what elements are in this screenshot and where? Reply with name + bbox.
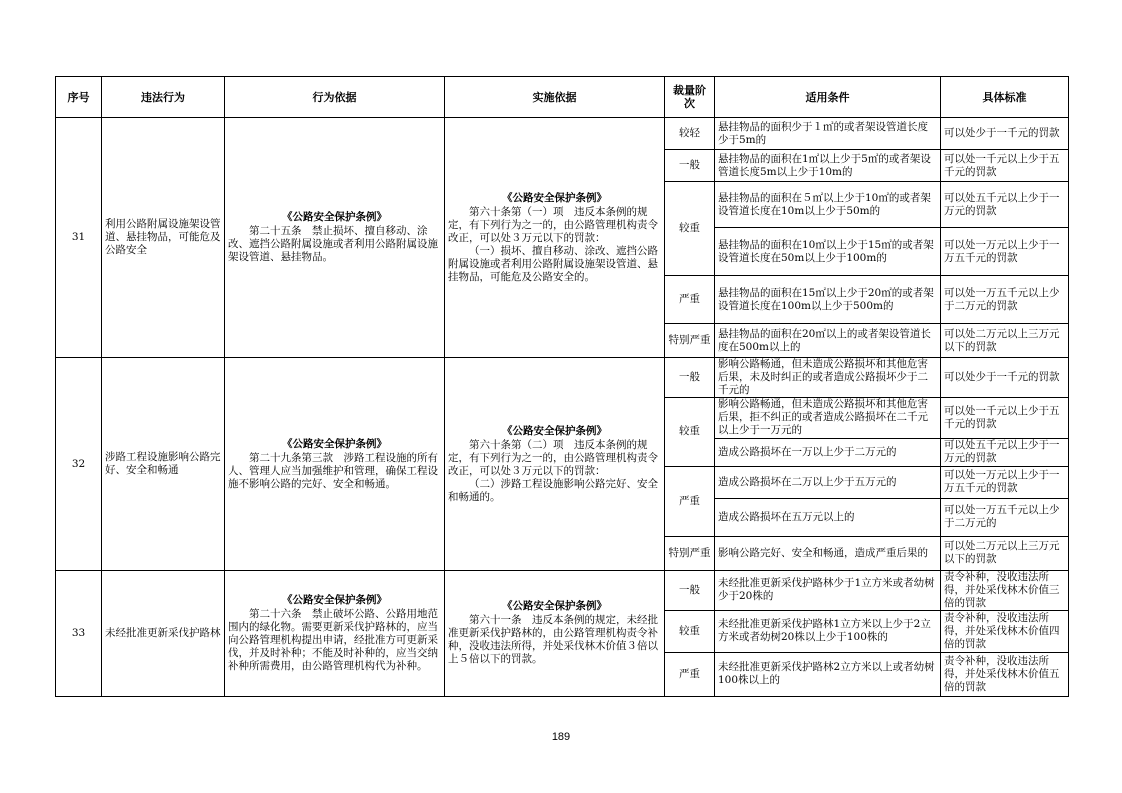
condition-cell: 悬挂物品的面积在1㎡以上少于5㎡的或者架设管道长度5m以上少于10m的: [715, 150, 941, 182]
header-applicable-condition: 适用条件: [715, 77, 941, 118]
header-implementation-basis: 实施依据: [445, 77, 665, 118]
law-title: 《公路安全保护条例》: [282, 211, 387, 224]
act-basis-cell: [225, 570, 445, 696]
law-title: 《公路安全保护条例》: [502, 424, 607, 437]
table-row: [56, 570, 1069, 610]
grade-cell: 严重: [665, 466, 715, 536]
standard-cell: 可以处一万元以上少于一万五千元的罚款: [941, 466, 1069, 498]
condition-cell: 影响公路完好、安全和畅通，造成严重后果的: [715, 536, 941, 570]
condition-cell: 悬挂物品的面积在５㎡以上少于10㎡的或者架设管道长度在10m以上少于50m的: [715, 182, 941, 228]
grade-cell: 一般: [665, 358, 715, 398]
standard-cell: 可以处一万五千元以上少于二万元的罚款: [941, 276, 1069, 324]
law-article: （二）涉路工程设施影响公路完好、安全和畅通的。: [448, 477, 658, 503]
condition-cell: 未经批准更新采伐护路林1立方米以上少于2立方米或者幼树20株以上少于100株的: [715, 610, 941, 652]
implementation-basis-cell: [445, 118, 665, 358]
condition-cell: 影响公路畅通，但未造成公路损坏和其他危害后果，未及时纠正的或者造成公路损坏少于二千元的: [715, 358, 941, 398]
grade-cell: 较轻: [665, 118, 715, 150]
violation-cell: 未经批准更新采伐护路林: [102, 570, 225, 696]
standard-cell: 可以处少于一千元的罚款: [941, 358, 1069, 398]
page-number: 189: [551, 731, 571, 743]
implementation-basis-cell: [445, 358, 665, 570]
standard-cell: 可以处一万元以上少于一万五千元的罚款: [941, 228, 1069, 276]
penalty-discretion-table: [55, 76, 1069, 697]
condition-cell: 未经批准更新采伐护路林2立方米以上或者幼树100株以上的: [715, 652, 941, 696]
implementation-basis-cell: [445, 570, 665, 696]
standard-cell: 责令补种，没收违法所得，并处采伐林木价值四倍的罚款: [941, 610, 1069, 652]
table-row: [56, 118, 1069, 150]
grade-cell: 较重: [665, 182, 715, 276]
law-article: 第二十九条第三款 涉路工程设施的所有人、管理人应当加强维护和管理，确保工程设施不影响公路的完好、安全和畅通。: [228, 451, 438, 490]
standard-cell: 可以处二万元以上三万元以下的罚款: [941, 536, 1069, 570]
violation-cell: 涉路工程设施影响公路完好、安全和畅通: [102, 358, 225, 570]
grade-cell: 一般: [665, 150, 715, 182]
standard-cell: 责令补种，没收违法所得，并处采伐林木价值三倍的罚款: [941, 570, 1069, 610]
header-discretion-grade: 裁量阶次: [665, 77, 715, 118]
standard-cell: 可以处五千元以上少于一万元的罚款: [941, 438, 1069, 466]
law-title: 《公路安全保护条例》: [282, 593, 387, 606]
condition-cell: 悬挂物品的面积少于１㎡的或者架设管道长度少于5m的: [715, 118, 941, 150]
standard-cell: 可以处少于一千元的罚款: [941, 118, 1069, 150]
condition-cell: 悬挂物品的面积在20㎡以上的或者架设管道长度在500m以上的: [715, 324, 941, 358]
row-number: 33: [56, 570, 102, 696]
standard-cell: 可以处五千元以上少于一万元的罚款: [941, 182, 1069, 228]
standard-cell: 可以处一千元以上少于五千元的罚款: [941, 398, 1069, 438]
condition-cell: 悬挂物品的面积在10㎡以上少于15㎡的或者架设管道长度在50m以上少于100m的: [715, 228, 941, 276]
condition-cell: 影响公路畅通，但未造成公路损坏和其他危害后果，拒不纠正的或者造成公路损坏在二千元以上少于一万元的: [715, 398, 941, 438]
law-title: 《公路安全保护条例》: [502, 191, 607, 204]
standard-cell: 可以处一千元以上少于五千元的罚款: [941, 150, 1069, 182]
standard-cell: 责令补种，没收违法所得，并处采伐林木价值五倍的罚款: [941, 652, 1069, 696]
law-article: 第二十五条 禁止损坏、擅自移动、涂改、遮挡公路附属设施或者利用公路附属设施架设管道、悬挂物品。: [228, 225, 438, 264]
condition-cell: 未经批准更新采伐护路林少于1立方米或者幼树少于20株的: [715, 570, 941, 610]
law-article: （一）损坏、擅自移动、涂改、遮挡公路附属设施或者利用公路附属设施架设管道、悬挂物品，可能危及公路安全的。: [448, 244, 658, 283]
grade-cell: 一般: [665, 570, 715, 610]
condition-cell: 造成公路损坏在五万元以上的: [715, 498, 941, 536]
table-row: [56, 358, 1069, 398]
law-article: 第六十一条 违反本条例的规定，未经批准更新采伐护路林的，由公路管理机构责令补种，没收违法所得，并处采伐林木价值３倍以上５倍以下的罚款。: [448, 614, 658, 666]
header-violation: 违法行为: [102, 77, 225, 118]
grade-cell: 特别严重: [665, 324, 715, 358]
law-title: 《公路安全保护条例》: [502, 600, 607, 613]
header-row: [56, 77, 1069, 118]
law-article: 第二十六条 禁止破坏公路、公路用地范围内的绿化物。需要更新采伐护路林的，应当向公路管理机构提出申请，经批准方可更新采伐，并及时补种；不能及时补种的，应当交纳补种所需费用，由公路管理机构代为补种。: [228, 607, 438, 672]
act-basis-cell: [225, 118, 445, 358]
grade-cell: 特别严重: [665, 536, 715, 570]
standard-cell: 可以处二万元以上三万元以下的罚款: [941, 324, 1069, 358]
header-serial-number: 序号: [56, 77, 102, 118]
header-act-basis: 行为依据: [225, 77, 445, 118]
row-number: 31: [56, 118, 102, 358]
grade-cell: 严重: [665, 276, 715, 324]
violation-cell: 利用公路附属设施架设管道、悬挂物品，可能危及公路安全: [102, 118, 225, 358]
act-basis-cell: [225, 358, 445, 570]
condition-cell: 造成公路损坏在一万以上少于二万元的: [715, 438, 941, 466]
grade-cell: 较重: [665, 610, 715, 652]
header-specific-standard: 具体标准: [941, 77, 1069, 118]
condition-cell: 悬挂物品的面积在15㎡以上少于20㎡的或者架设管道长度在100m以上少于500m的: [715, 276, 941, 324]
row-number: 32: [56, 358, 102, 570]
grade-cell: 较重: [665, 398, 715, 466]
standard-cell: 可以处一万五千元以上少于二万元的: [941, 498, 1069, 536]
grade-cell: 严重: [665, 652, 715, 696]
law-title: 《公路安全保护条例》: [282, 437, 387, 450]
condition-cell: 造成公路损坏在二万以上少于五万元的: [715, 466, 941, 498]
law-article: 第六十条第（一）项 违反本条例的规定，有下列行为之一的，由公路管理机构责令改正，可以处３万元以下的罚款：: [448, 205, 658, 244]
law-article: 第六十条第（二）项 违反本条例的规定，有下列行为之一的，由公路管理机构责令改正，可以处３万元以下的罚款：: [448, 438, 658, 477]
